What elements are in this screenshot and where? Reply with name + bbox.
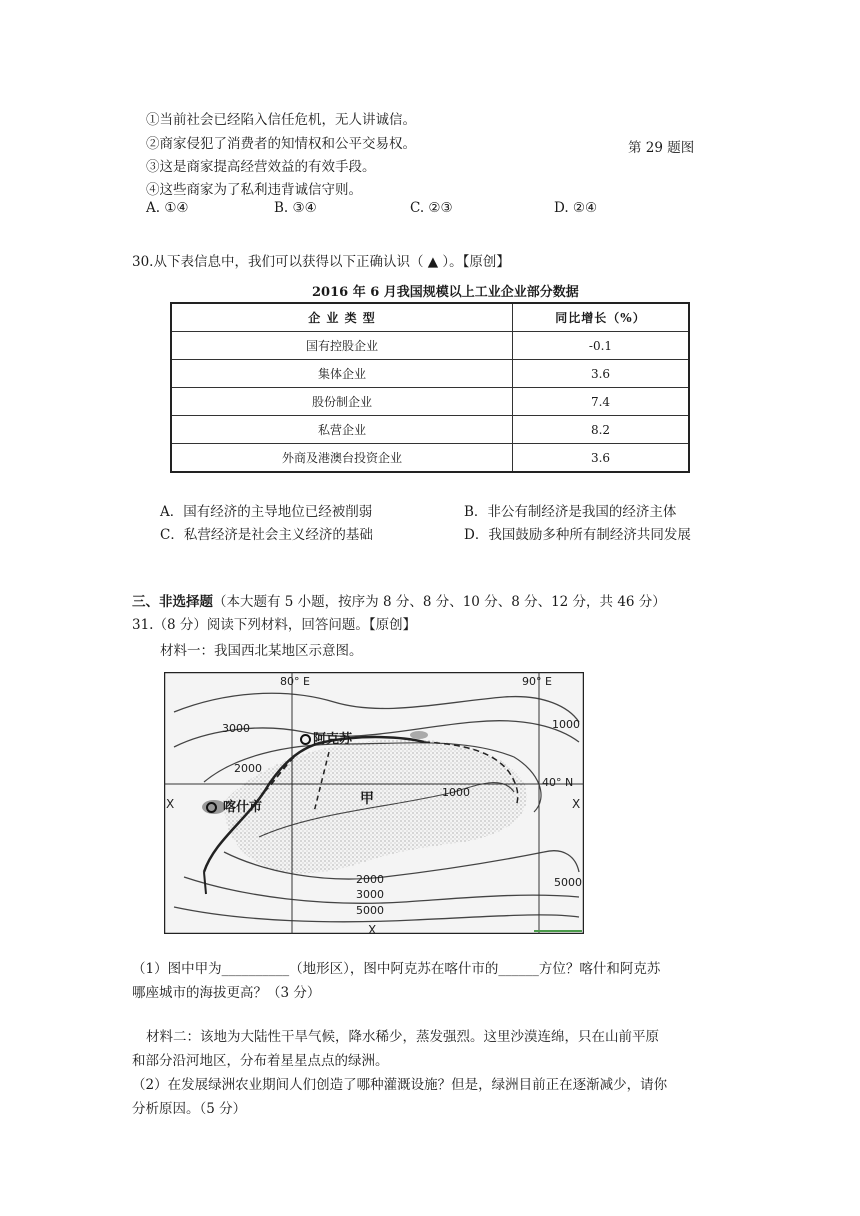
q30-data-table xyxy=(170,302,690,473)
city-marker-icon xyxy=(206,802,217,813)
map-city-kashgar-label: 喀什市 xyxy=(223,800,263,815)
q29-option-d[interactable]: D. ②④ xyxy=(554,200,598,216)
table-header-growth: 同比增长（%） xyxy=(513,303,690,332)
table-cell-growth: 7.4 xyxy=(513,388,690,416)
q31-sub2-line2: 分析原因。（5 分） xyxy=(132,1101,247,1117)
table-row xyxy=(171,444,689,473)
q31-material2-line2: 和部分沿河地区，分布着星星点点的绿洲。 xyxy=(132,1053,389,1069)
q30-table-title: 2016 年 6 月我国规模以上工业企业部分数据 xyxy=(312,285,579,300)
map-city-aksu-label: 阿克苏 xyxy=(313,732,353,747)
table-cell-growth: 3.6 xyxy=(513,444,690,473)
q30-stem: 30.从下表信息中，我们可以获得以下正确认识（ ▲ ）。【原创】 xyxy=(132,254,510,270)
map-contour-label: 1000 xyxy=(552,718,580,731)
map-region-jia: 甲 xyxy=(360,791,374,807)
map-city-kashgar xyxy=(206,796,262,815)
q31-sub1-line1: （1）图中甲为__________（地形区），图中阿克苏在喀什市的______方位？喀什和阿克苏 xyxy=(132,961,661,977)
svg-text:X: X xyxy=(368,923,377,934)
q31-material1: 材料一：我国西北某地区示意图。 xyxy=(160,643,363,659)
table-cell-type: 国有控股企业 xyxy=(171,332,513,360)
map-lon-80-label: 80° E xyxy=(280,675,310,688)
section3-title xyxy=(132,590,666,610)
section3-note: （本大题有 5 小题，按序为 8 分、8 分、10 分、8 分、12 分，共 46 分） xyxy=(213,594,666,610)
map-contour-label: 3000 xyxy=(222,722,250,735)
svg-text:X: X xyxy=(572,797,581,811)
map-contour-label: 3000 xyxy=(356,888,384,901)
table-cell-type: 私营企业 xyxy=(171,416,513,444)
q29-statement-4: ④这些商家为了私利违背诚信守则。 xyxy=(146,182,362,198)
table-cell-type: 股份制企业 xyxy=(171,388,513,416)
table-cell-growth: 8.2 xyxy=(513,416,690,444)
map-lon-90-label: 90° E xyxy=(522,675,552,688)
map-contour-label: 2000 xyxy=(356,873,384,886)
q31-material2-line1: 材料二：该地为大陆性干旱气候，降水稀少，蒸发强烈。这里沙漠连绵，只在山前平原 xyxy=(146,1029,659,1045)
table-row xyxy=(171,388,689,416)
q31-sub2-line1: （2）在发展绿洲农业期间人们创造了哪种灌溉设施？但是，绿洲目前正在逐渐减少，请你 xyxy=(132,1077,668,1093)
svg-text:X: X xyxy=(166,797,175,811)
table-cell-type: 集体企业 xyxy=(171,360,513,388)
q29-statement-2: ②商家侵犯了消费者的知情权和公平交易权。 xyxy=(146,136,416,152)
q30-option-d[interactable]: D．我国鼓励多种所有制经济共同发展 xyxy=(464,527,691,543)
city-marker-icon xyxy=(300,734,311,745)
table-cell-growth: -0.1 xyxy=(513,332,690,360)
table-header-type: 企 业 类 型 xyxy=(171,303,513,332)
table-cell-type: 外商及港澳台投资企业 xyxy=(171,444,513,473)
q29-statement-1: ①当前社会已经陷入信任危机，无人讲诚信。 xyxy=(146,112,416,128)
northwest-region-map xyxy=(164,672,584,934)
map-contour-label: 5000 xyxy=(554,876,582,889)
q29-option-a[interactable]: A. ①④ xyxy=(146,200,189,216)
table-row xyxy=(171,416,689,444)
q29-option-c[interactable]: C. ②③ xyxy=(410,200,453,216)
q29-figure-caption: 第 29 题图 xyxy=(628,140,695,156)
q31-sub1-line2: 哪座城市的海拔更高？（3 分） xyxy=(132,985,321,1001)
table-cell-growth: 3.6 xyxy=(513,360,690,388)
q30-option-b[interactable]: B．非公有制经济是我国的经济主体 xyxy=(464,504,677,520)
section3-heading: 三、非选择题 xyxy=(132,594,213,610)
q31-stem: 31.（8 分）阅读下列材料，回答问题。【原创】 xyxy=(132,617,417,633)
map-lat-40-label: 40° N xyxy=(542,776,574,789)
map-city-aksu xyxy=(300,728,352,747)
map-contour-label: 1000 xyxy=(442,786,470,799)
map-contour-label: 2000 xyxy=(234,762,262,775)
q29-option-b[interactable]: B. ③④ xyxy=(274,200,317,216)
q30-option-a[interactable]: A．国有经济的主导地位已经被削弱 xyxy=(160,504,373,520)
map-contour-label: 5000 xyxy=(356,904,384,917)
q30-option-c[interactable]: C．私营经济是社会主义经济的基础 xyxy=(160,527,373,543)
q29-statement-3: ③这是商家提高经营效益的有效手段。 xyxy=(146,159,376,175)
table-row xyxy=(171,360,689,388)
table-header-row xyxy=(171,303,689,332)
table-row xyxy=(171,332,689,360)
